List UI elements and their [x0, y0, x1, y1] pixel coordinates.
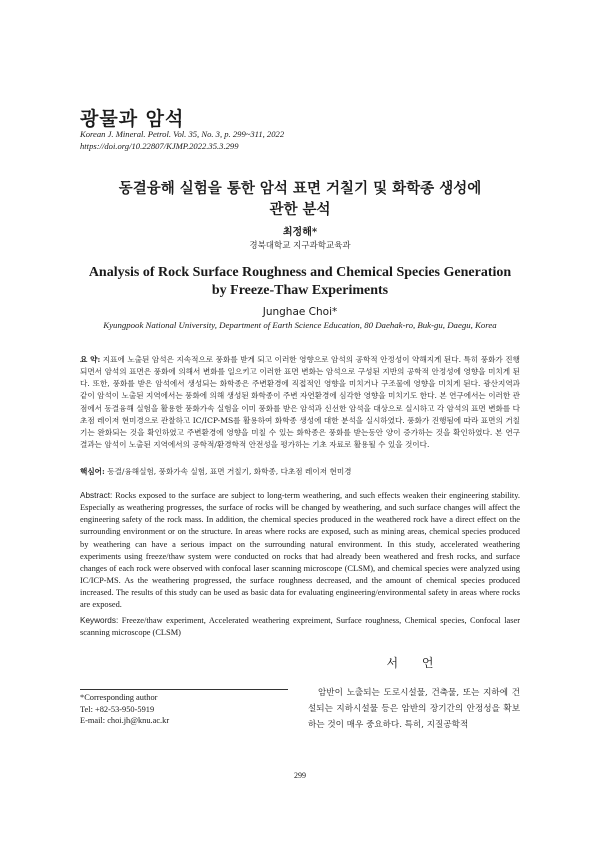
introduction-text: 암반이 노출되는 도로시설물, 건축물, 또는 지하에 건설되는 지하시설물 등은 암반의 장기간의 안정성을 확보하는 것이 매우 중요하다. 특히, 지질공학적 [308, 688, 520, 730]
english-abstract-text: Rocks exposed to the surface are subject to long-term weathering, and such effects weaken their engineering stability. Especially as weathering progresses, the surface of rocks will be changed by weathering, and such surface changes will affect the engineering safety of the rock mass. In addition, the chemical species produced in the weathered rock have a direct effect on the surrounding environment or on the structure. In areas where rocks are exposed, such as mining areas, chemical species produced by weathering can have a serious impact on the surrounding natural environment. In this study, accelerated weathering experiments using freeze/thaw system were conducted on rocks that had already been weathered and fresh rocks, and surface changes of each rock were observed with confocal laser scanning microscope (CLSM), and chemical species were analyzed using IC/ICP-MS. As the weathering progressed, the surface roughness decreased, and the amount of chemical species produced increased. The results of this study can be used as basic data for evaluating engineering/environmental safety in areas where rocks are exposed. [80, 491, 520, 610]
korean-title-line1: 동결융해 실험을 통한 암석 표면 거칠기 및 화학종 생성에 [118, 180, 482, 197]
english-abstract-label: Abstract: [80, 491, 113, 500]
korean-affiliation: 경북대학교 지구과학교육과 [249, 241, 351, 251]
korean-author: 최정해* [282, 227, 318, 238]
korean-keywords-text: 동결/융해실험, 풍화가속 실험, 표면 거칠기, 화학종, 다초점 레이저 현미경 [107, 467, 352, 476]
author-phone: Tel: +82-53-950-5919 [80, 704, 155, 714]
english-affiliation: Kyungpook National University, Department of Earth Science Education, 80 Daehak-ro, Buk-gu, Daegu, Korea [103, 320, 497, 330]
english-title-line1: Analysis of Rock Surface Roughness and Chemical Species Generation [88, 265, 512, 280]
footnote [80, 692, 169, 727]
citation-doi: https://doi.org/10.22807/KJMP.2022.35.3.299 [80, 141, 239, 151]
korean-abstract [80, 354, 520, 451]
page-number: 299 [294, 771, 306, 780]
korean-keywords [80, 466, 520, 478]
citation [80, 128, 380, 152]
korean-abstract-label: 요 약: [80, 355, 101, 364]
footnote-divider [80, 689, 288, 690]
author-email: E-mail: choi.jh@knu.ac.kr [80, 716, 170, 725]
english-keywords-label: Keywords: [80, 616, 119, 625]
korean-title [0, 178, 600, 220]
journal-name: 광물과 암석 [80, 108, 185, 130]
korean-keywords-label: 핵심어: [80, 467, 105, 476]
korean-title-line2: 관한 분석 [269, 201, 331, 218]
english-author: Junghae Choi* [262, 306, 338, 318]
english-keywords [80, 615, 520, 640]
citation-volume: Korean J. Mineral. Petrol. Vol. 35, No. 3, p. 299~311, 2022 [80, 129, 285, 139]
corresponding-author-note: *Corresponding author [80, 693, 158, 702]
english-title [60, 264, 540, 300]
korean-abstract-text: 지표에 노출된 암석은 지속적으로 풍화를 받게 되고 이러한 영향으로 암석의 공학적 안정성이 약해지게 된다. 특히 풍화가 진행되면서 암석의 표면은 풍화에 의해서 변화를 일으키고 이러한 표면 변화는 암석으로 구성된 지반의 공학적 안정성에 영향을 미치게 된다. 또한, 풍화를 받은 암석에서 생성되는 화학종은 주변환경에 직접적인 영향을 미치거나 구조물에 영향을 미치게 된다. 광산지역과 같이 암석이 노출된 지역에서는 풍화에 의해 생성된 화학종이 주변 자연환경에 심각한 영향을 미치기도 한다. 본 연구에서는 이러한 관점에서 동결융해 실험을 활용한 풍화가속 실험을 이미 풍화를 받은 암석과 신선한 암석을 대상으로 실시하고 각 암석의 표면 변화를 다초점 레이저 현미경으로 관찰하고 IC/ICP-MS를 활용하여 화학종 생성에 대한 분석을 실시하였다. 풍화가 진행됨에 따라 표면의 거칠기는 완화되는 것을 확인하였고 주변환경에 영향을 미칠 수 있는 화학종은 풍화를 받는동안 양이 증가하는 것을 확인하였다. 본 연구 결과는 암석이 노출된 지역에서의 공학적/환경학적 안전성을 평가하는 기초 자료로 활용될 수 있을 것이다. [80, 355, 520, 450]
introduction-heading: 서 언 [386, 656, 444, 670]
english-abstract [80, 490, 520, 612]
english-keywords-text: Freeze/thaw experiment, Accelerated weathering expreiment, Surface roughness, Chemical species, Confocal laser scanning microscope (CLSM) [80, 616, 521, 638]
english-title-line2: by Freeze-Thaw Experiments [211, 283, 389, 298]
